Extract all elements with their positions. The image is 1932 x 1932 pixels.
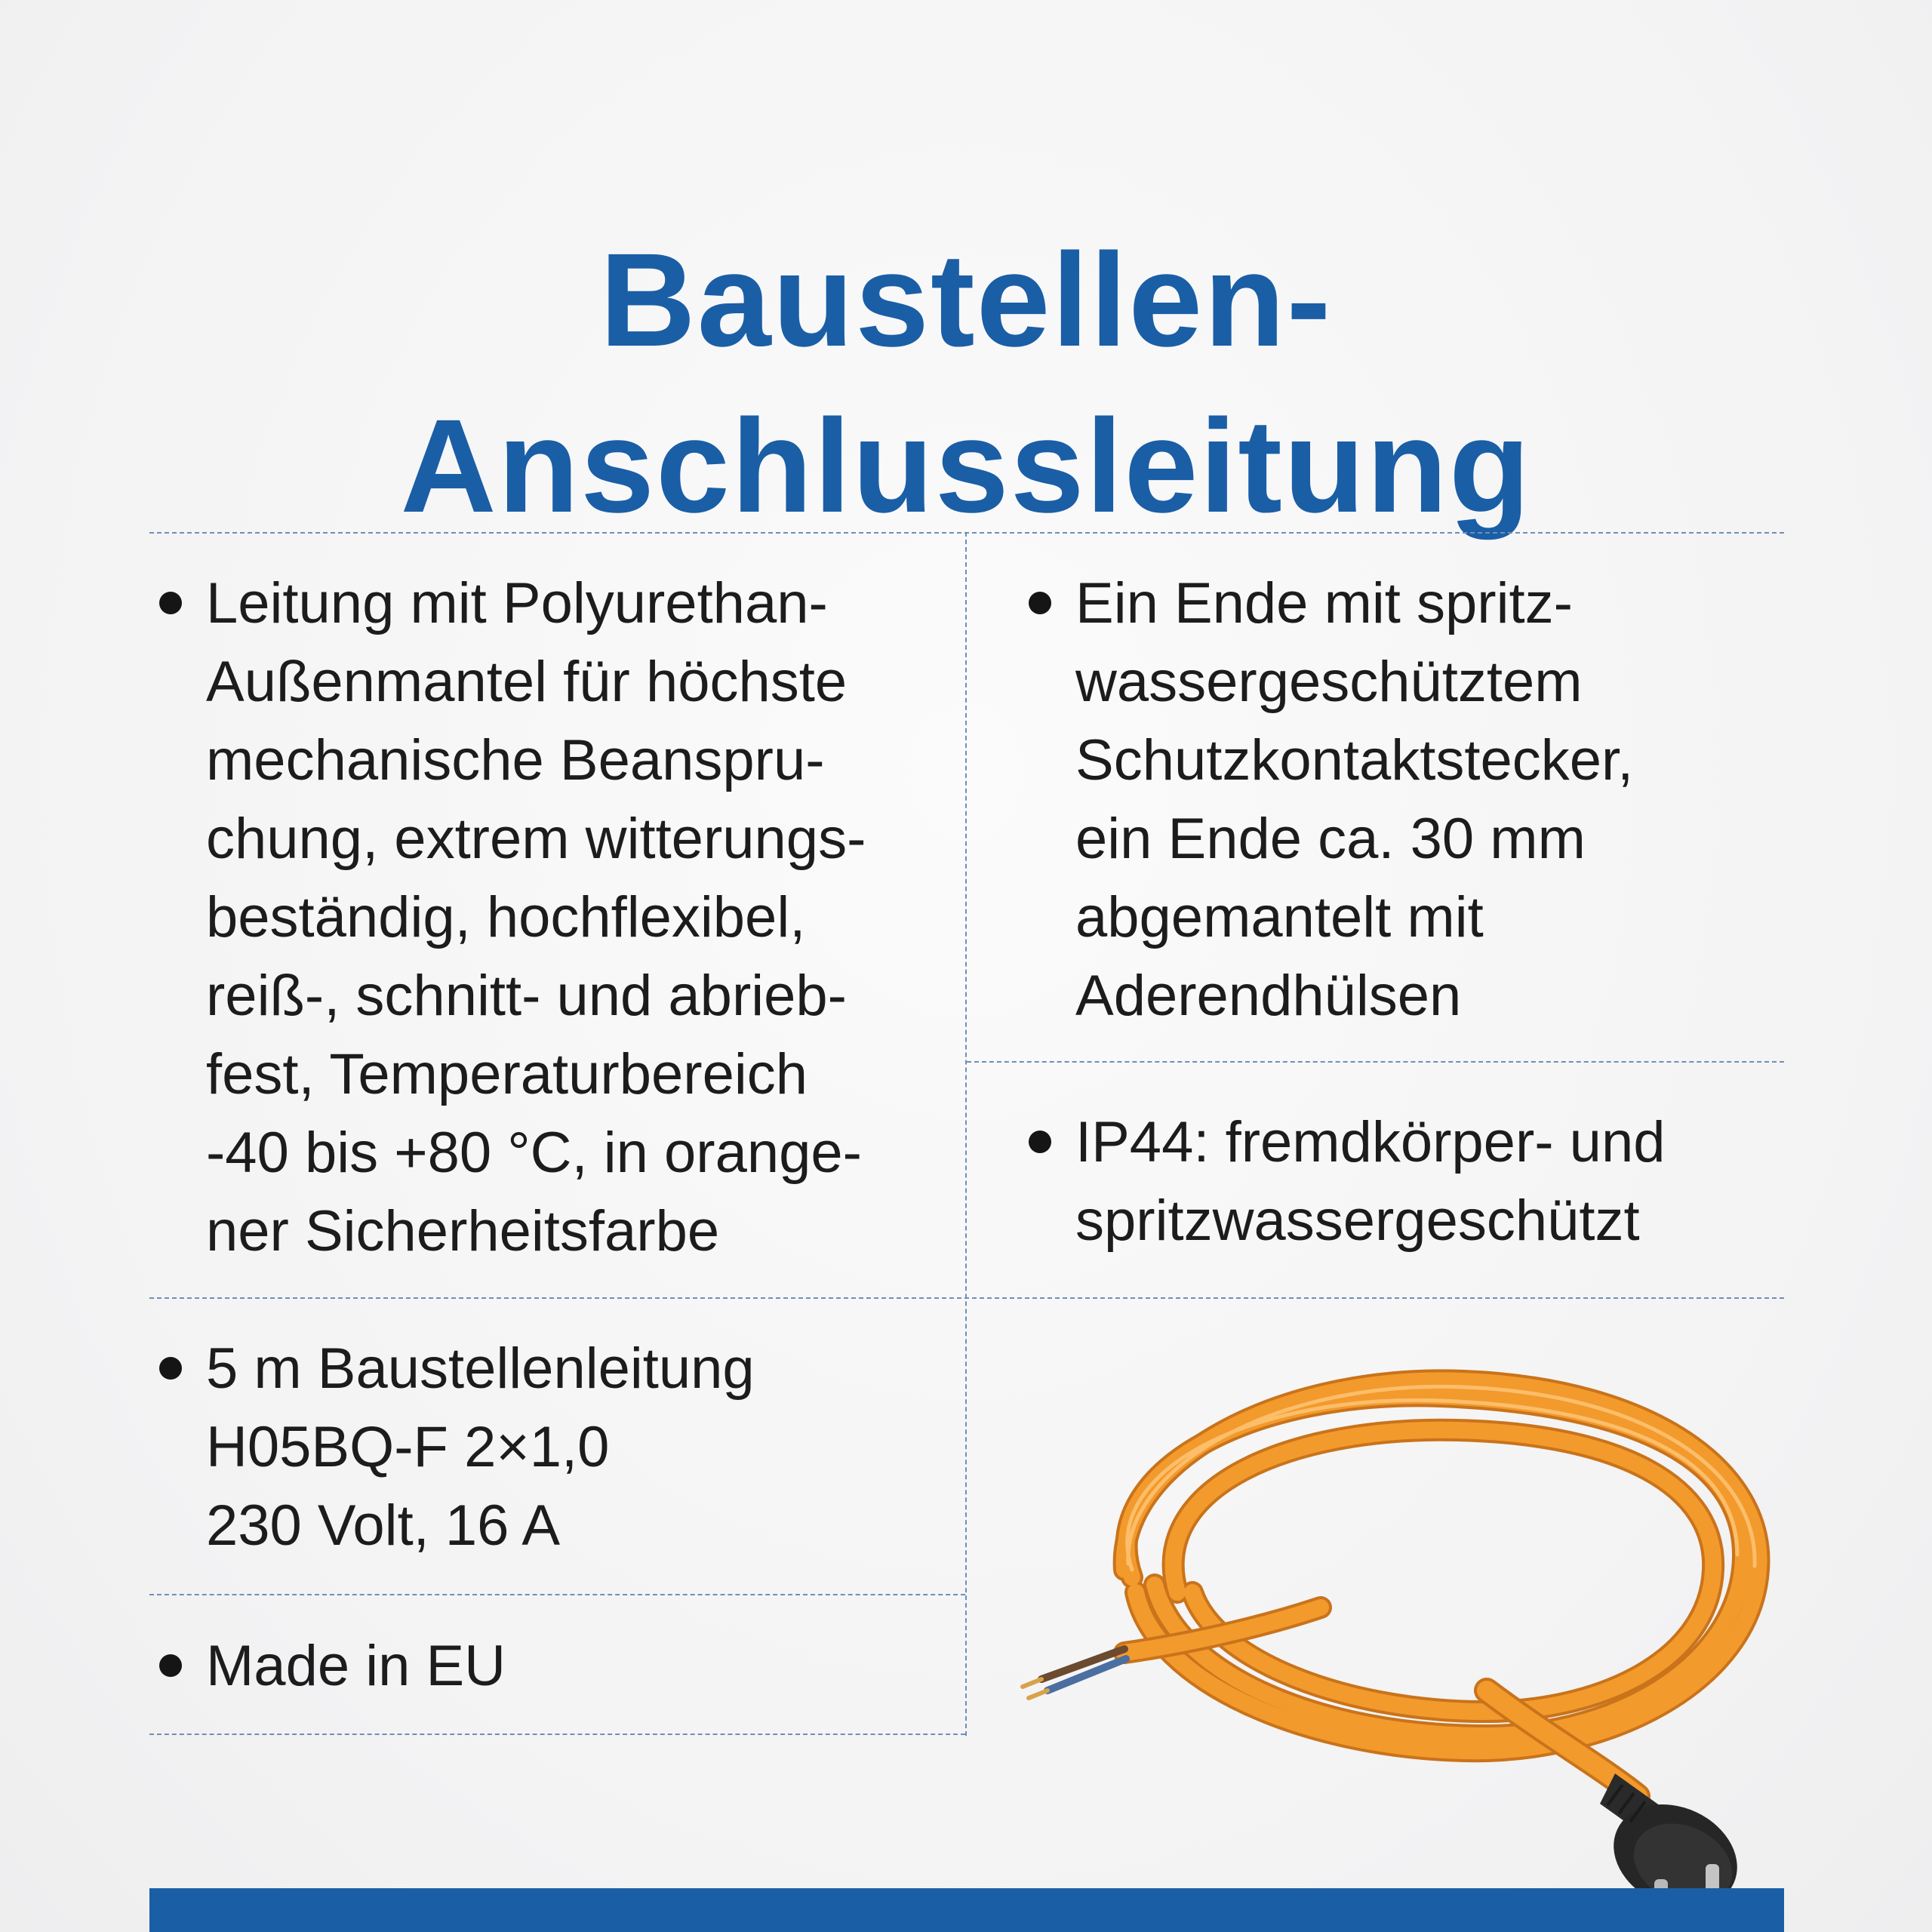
grid-line-right-mid [967, 1061, 1784, 1063]
grid-line-vertical [965, 532, 967, 1736]
feature-cell-ip [1019, 1103, 1666, 1260]
feature-cell-ends [1019, 565, 1633, 1035]
bullet-icon [159, 1654, 182, 1677]
grid-line-left-lower [149, 1594, 965, 1595]
grid-line-top [149, 532, 1784, 534]
feature-cell-spec [149, 1330, 755, 1565]
bullet-icon [1029, 592, 1051, 614]
bullet-icon [159, 1357, 182, 1380]
feature-item-ends: Ein Ende mit spritz- wassergeschütztem Schutzkontaktstecker, ein Ende ca. 30 mm abgemantelt mit Aderendhülsen [1019, 565, 1633, 1035]
feature-cell-origin [149, 1627, 506, 1706]
title-line-1: Baustellen- [599, 226, 1333, 374]
grid-line-middle [149, 1297, 1784, 1299]
footer-bar [149, 1888, 1784, 1932]
feature-item-jacket: Leitung mit Polyurethan- Außenmantel für höchste mechanische Beanspru- chung, extrem witterungs- beständig, hochflexibel, reiß-, schnitt- und abrieb- fest, Temperaturbereich -40 bis +80 °C, in orange- ner Sicherheitsfarbe [149, 565, 866, 1271]
page-title [0, 217, 1932, 549]
feature-item-spec: 5 m Baustellenleitung H05BQ-F 2×1,0 230 Volt, 16 A [149, 1330, 755, 1565]
feature-cell-jacket [149, 565, 866, 1271]
bullet-icon [159, 592, 182, 614]
feature-item-origin: Made in EU [149, 1627, 506, 1706]
feature-item-ip: IP44: fremdkörper- und spritzwassergeschützt [1019, 1103, 1666, 1260]
orange-cable-with-plug-icon [1004, 1343, 1789, 1917]
grid-line-bottom [149, 1734, 965, 1735]
title-line-2: Anschlussleitung [400, 392, 1532, 540]
bullet-icon [1029, 1131, 1051, 1153]
